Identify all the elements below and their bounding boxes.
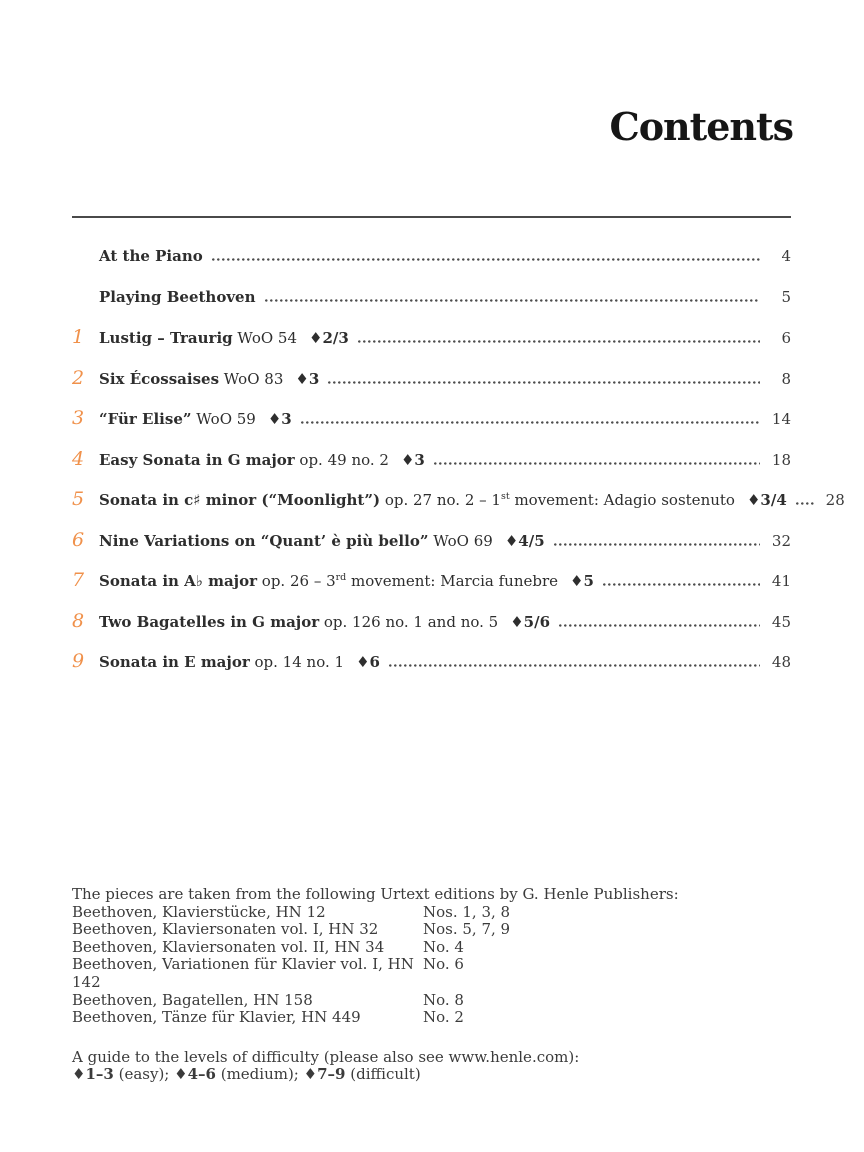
entry-title: Easy Sonata in G major op. 49 no. 2 ♦3 — [99, 450, 425, 469]
page-number: 45 — [771, 612, 791, 631]
page-number: 48 — [771, 653, 791, 671]
entry-number: 1 — [72, 326, 85, 348]
edition-numbers: No. 6 — [423, 955, 464, 974]
dot-leader — [559, 624, 760, 627]
difficulty-level: ♦4/5 — [504, 531, 545, 550]
edition-row — [72, 904, 791, 922]
toc-list — [72, 237, 845, 683]
entry-title: Lustig – Traurig WoO 54 ♦2/3 — [99, 329, 349, 347]
edition-title: Beethoven, Klaviersonaten vol. II, HN 34 — [72, 937, 385, 956]
toc-entry — [72, 561, 791, 602]
edition-numbers: No. 2 — [423, 1008, 464, 1027]
edition-row — [72, 992, 791, 1010]
toc-entry — [72, 602, 791, 643]
toc-entry — [72, 359, 791, 400]
page-number: 14 — [771, 410, 791, 428]
difficulty-level: ♦3 — [295, 369, 320, 388]
toc-entry — [72, 237, 791, 278]
entry-title: Two Bagatelles in G major op. 126 no. 1 and no. 5 ♦5/6 — [99, 612, 551, 631]
editions-intro: The pieces are taken from the following Urtext editions by G. Henle Publishers: — [72, 885, 679, 903]
page-number: 5 — [781, 287, 791, 306]
entry-title: Sonata in A♭ major op. 26 – 3rd movement: Marcia funebre ♦5 — [99, 572, 594, 590]
entry-title: Sonata in c♯ minor (“Moonlight”) op. 27 no. 2 – 1st movement: Adagio sostenuto ♦3/4 — [99, 491, 787, 509]
edition-numbers: No. 4 — [423, 937, 464, 956]
toc-entry — [72, 521, 791, 562]
toc-entry — [72, 399, 791, 440]
edition-title: Beethoven, Tänze für Klavier, HN 449 — [72, 1008, 361, 1027]
page-number: 18 — [771, 450, 791, 469]
dot-leader — [301, 421, 760, 424]
difficulty-level: ♦2/3 — [309, 329, 349, 347]
page-number: 4 — [781, 247, 791, 265]
difficulty-level: ♦3 — [267, 410, 292, 428]
footer-block — [72, 886, 791, 1084]
edition-row — [72, 939, 791, 957]
entry-title: Playing Beethoven — [99, 287, 256, 306]
page-number: 8 — [781, 369, 791, 388]
entry-number: 7 — [72, 569, 85, 591]
dot-leader — [389, 664, 760, 667]
edition-title: Beethoven, Variationen für Klavier vol. I, HN 142 — [72, 955, 414, 991]
dot-leader — [358, 340, 760, 343]
entry-title: “Für Elise” WoO 59 ♦3 — [99, 410, 292, 428]
dot-leader — [328, 381, 760, 384]
edition-numbers: Nos. 1, 3, 8 — [423, 902, 511, 921]
edition-row — [72, 921, 791, 939]
toc-entry — [72, 278, 791, 319]
page-number: 32 — [771, 531, 791, 550]
difficulty-level: ♦5 — [570, 572, 594, 590]
entry-number: 9 — [72, 650, 85, 672]
entry-number: 2 — [72, 366, 85, 389]
dot-leader — [603, 583, 760, 586]
dot-leader — [554, 543, 760, 546]
toc-entry — [72, 440, 791, 481]
toc-entry — [72, 318, 791, 359]
difficulty-level: ♦3/4 — [746, 491, 787, 509]
entry-number: 4 — [72, 447, 85, 470]
edition-numbers: No. 8 — [423, 990, 464, 1009]
toc-entry — [72, 480, 845, 521]
entry-number: 8 — [72, 609, 85, 632]
editions-table — [72, 904, 791, 1027]
entry-number: 3 — [72, 407, 85, 429]
dot-leader — [265, 299, 761, 302]
edition-title: Beethoven, Klavierstücke, HN 12 — [72, 902, 326, 921]
difficulty-level: ♦3 — [400, 450, 425, 469]
page-title: Contents — [609, 104, 793, 149]
edition-title: Beethoven, Bagatellen, HN 158 — [72, 990, 313, 1009]
divider-rule — [72, 216, 791, 218]
dot-leader — [434, 462, 760, 465]
entry-title: Sonata in E major op. 14 no. 1 ♦6 — [99, 653, 380, 671]
entry-title: Nine Variations on “Quant’ è più bello” WoO 69 ♦4/5 — [99, 531, 545, 550]
edition-title: Beethoven, Klaviersonaten vol. I, HN 32 — [72, 920, 379, 939]
page-number: 28 — [825, 491, 845, 509]
dot-leader — [212, 258, 760, 261]
entry-number: 6 — [72, 528, 85, 551]
entry-title: At the Piano — [99, 247, 203, 265]
difficulty-guide-levels: ♦1–3 (easy); ♦4–6 (medium); ♦7–9 (difficult) — [72, 1065, 421, 1084]
entry-title: Six Écossaises WoO 83 ♦3 — [99, 369, 320, 388]
edition-row — [72, 956, 791, 991]
difficulty-level: ♦6 — [356, 653, 380, 671]
difficulty-level: ♦5/6 — [510, 612, 551, 631]
page-number: 6 — [781, 329, 791, 347]
dot-leader — [796, 502, 814, 505]
edition-numbers: Nos. 5, 7, 9 — [423, 920, 511, 939]
entry-number: 5 — [72, 488, 85, 510]
difficulty-guide-intro: A guide to the levels of difficulty (please also see www.henle.com): — [72, 1047, 580, 1066]
edition-row — [72, 1009, 791, 1027]
page-number: 41 — [771, 572, 791, 590]
toc-entry — [72, 642, 791, 683]
